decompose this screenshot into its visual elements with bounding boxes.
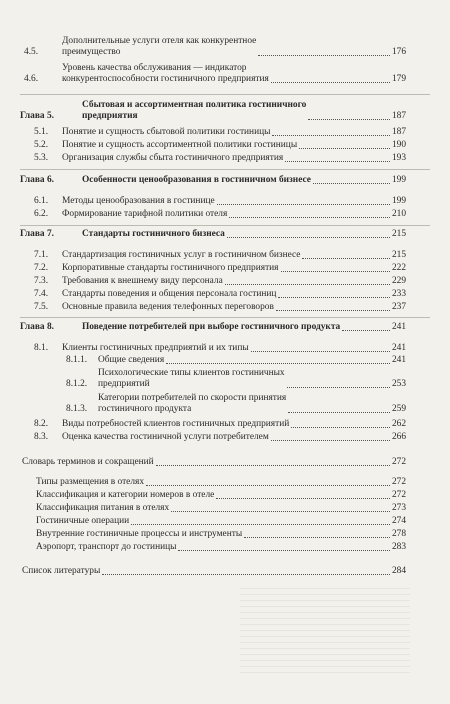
leader-dots xyxy=(272,135,390,136)
leader-dots xyxy=(244,537,390,538)
divider xyxy=(20,225,430,226)
leader-dots xyxy=(156,465,390,466)
entry-number: 8.3. xyxy=(34,432,49,442)
leader-dots xyxy=(171,511,390,512)
leader-dots xyxy=(342,330,390,331)
section-title: Список литературы xyxy=(22,566,101,576)
leader-dots xyxy=(299,148,390,149)
divider xyxy=(20,317,430,318)
subsection-page: 283 xyxy=(391,542,406,552)
entry-number: 5.2. xyxy=(34,140,49,150)
leader-dots xyxy=(276,310,390,311)
chapter-number: Глава 7. xyxy=(20,229,54,239)
toc-chapter-5 xyxy=(20,100,406,122)
toc-entry-5-2 xyxy=(34,140,406,151)
section-title: Словарь терминов и сокращений xyxy=(22,457,154,467)
leader-dots xyxy=(217,204,390,205)
entry-number: 7.2. xyxy=(34,263,49,273)
toc-entry-8-1-1 xyxy=(66,355,406,366)
entry-page: 215 xyxy=(391,250,406,260)
subsection-title: Аэропорт, транспорт до гостиницы xyxy=(36,542,177,552)
toc-chapter-8 xyxy=(20,322,406,333)
chapter-number: Глава 6. xyxy=(20,175,54,185)
chapter-title: Особенности ценообразования в гостиничном бизнесе xyxy=(82,175,311,185)
entry-page: 187 xyxy=(391,127,406,137)
leader-dots xyxy=(102,574,390,575)
section-page: 284 xyxy=(391,566,406,576)
entry-number: 7.1. xyxy=(34,250,49,260)
entry-number: 6.2. xyxy=(34,209,49,219)
entry-number: 8.1.2. xyxy=(66,379,88,389)
bleed-through-texture xyxy=(240,588,410,678)
entry-number: 4.5. xyxy=(24,47,39,57)
entry-title: Формирование тарифной политики отеля xyxy=(62,209,228,219)
entry-page: 237 xyxy=(391,302,406,312)
divider xyxy=(20,94,430,95)
subsection-title: Классификация питания в отелях xyxy=(36,503,170,513)
chapter-page: 241 xyxy=(391,322,406,332)
leader-dots xyxy=(216,498,390,499)
entry-title: Виды потребностей клиентов гостиничных предприятий xyxy=(62,419,290,429)
entry-page: 233 xyxy=(391,289,406,299)
entry-page: 241 xyxy=(391,355,406,365)
leader-dots xyxy=(271,82,390,83)
subsection-page: 274 xyxy=(391,516,406,526)
entry-title: Стандарты поведения и общения персонала гостиниц xyxy=(62,289,277,299)
entry-title: Оценка качества гостиничной услуги потребителем xyxy=(62,432,269,442)
entry-page: 253 xyxy=(391,379,406,389)
chapter-number: Глава 5. xyxy=(20,111,54,121)
subsection-title: Гостиничные операции xyxy=(36,516,130,526)
leader-dots xyxy=(178,550,390,551)
chapter-page: 215 xyxy=(391,229,406,239)
entry-title: Категории потребителей по скорости принятия гостиничного продукта xyxy=(98,393,287,414)
leader-dots xyxy=(229,217,390,218)
toc-entry-8-1-3 xyxy=(66,393,406,415)
leader-dots xyxy=(288,412,390,413)
chapter-title: Стандарты гостиничного бизнеса xyxy=(82,229,225,239)
entry-number: 8.1.3. xyxy=(66,404,88,414)
leader-dots xyxy=(225,284,390,285)
chapter-number: Глава 8. xyxy=(20,322,54,332)
toc-entry-7-1 xyxy=(34,250,406,261)
entry-page: 262 xyxy=(391,419,406,429)
entry-number: 5.3. xyxy=(34,153,49,163)
entry-page: 266 xyxy=(391,432,406,442)
subsection-title: Классификация и категории номеров в отеле xyxy=(36,490,215,500)
toc-entry-7-5 xyxy=(34,302,406,313)
leader-dots xyxy=(313,183,390,184)
entry-title: Уровень качества обслуживания — индикатор конкурентоспособности гостиничного предприятия xyxy=(62,63,269,84)
leader-dots xyxy=(146,485,390,486)
toc-entry-8-1 xyxy=(34,343,406,354)
section-page: 272 xyxy=(391,457,406,467)
entry-number: 7.3. xyxy=(34,276,49,286)
entry-title: Понятие и сущность сбытовой политики гостиницы xyxy=(62,127,271,137)
toc-entry-4-5 xyxy=(24,36,406,58)
entry-page: 259 xyxy=(391,404,406,414)
entry-number: 8.1.1. xyxy=(66,355,88,365)
toc-entry-4-6 xyxy=(24,63,406,85)
entry-title: Организация службы сбыта гостиничного предприятия xyxy=(62,153,284,163)
toc-entry-8-3 xyxy=(34,432,406,443)
toc-entry-5-1 xyxy=(34,127,406,138)
leader-dots xyxy=(251,351,390,352)
entry-title: Требования к внешнему виду персонала xyxy=(62,276,223,286)
entry-page: 190 xyxy=(391,140,406,150)
leader-dots xyxy=(271,440,390,441)
entry-number: 5.1. xyxy=(34,127,49,137)
divider xyxy=(20,169,430,170)
chapter-title: Сбытовая и ассортиментная политика гостиничного предприятия xyxy=(82,100,307,121)
entry-page: 222 xyxy=(391,263,406,273)
entry-number: 7.5. xyxy=(34,302,49,312)
toc-glossary-item xyxy=(36,477,406,488)
entry-title: Понятие и сущность ассортиментной политики гостиницы xyxy=(62,140,298,150)
chapter-page: 199 xyxy=(391,175,406,185)
leader-dots xyxy=(131,524,390,525)
subsection-page: 272 xyxy=(391,490,406,500)
toc-chapter-6 xyxy=(20,175,406,186)
leader-dots xyxy=(302,258,389,259)
entry-number: 6.1. xyxy=(34,196,49,206)
chapter-title: Поведение потребителей при выборе гостиничного продукта xyxy=(82,322,341,332)
toc-entry-7-4 xyxy=(34,289,406,300)
toc-entry-7-3 xyxy=(34,276,406,287)
entry-page: 241 xyxy=(391,343,406,353)
leader-dots xyxy=(285,161,390,162)
subsection-page: 273 xyxy=(391,503,406,513)
toc-entry-5-3 xyxy=(34,153,406,164)
subsection-page: 272 xyxy=(391,477,406,487)
leader-dots xyxy=(258,55,390,56)
toc-entry-7-2 xyxy=(34,263,406,274)
entry-title: Методы ценообразования в гостинице xyxy=(62,196,215,206)
toc-chapter-7 xyxy=(20,229,406,240)
leader-dots xyxy=(287,387,390,388)
toc-glossary-item xyxy=(36,529,406,540)
entry-title: Общие сведения xyxy=(98,355,165,365)
subsection-title: Типы размещения в отелях xyxy=(36,477,145,487)
leader-dots xyxy=(281,271,390,272)
entry-title: Основные правила ведения телефонных переговоров xyxy=(62,302,274,312)
subsection-title: Внутренние гостиничные процессы и инструменты xyxy=(36,529,243,539)
entry-title: Клиенты гостиничных предприятий и их типы xyxy=(62,343,249,353)
entry-title: Корпоративные стандарты гостиничного предприятия xyxy=(62,263,279,273)
entry-page: 193 xyxy=(391,153,406,163)
toc-glossary-item xyxy=(36,490,406,501)
entry-number: 8.2. xyxy=(34,419,49,429)
entry-page: 199 xyxy=(391,196,406,206)
entry-page: 229 xyxy=(391,276,406,286)
toc-entry-6-1 xyxy=(34,196,406,207)
entry-number: 8.1. xyxy=(34,343,49,353)
toc-glossary xyxy=(22,457,406,468)
entry-title: Дополнительные услуги отеля как конкурентное преимущество xyxy=(62,36,257,57)
subsection-page: 278 xyxy=(391,529,406,539)
chapter-page: 187 xyxy=(391,111,406,121)
toc-glossary-item xyxy=(36,516,406,527)
entry-page: 210 xyxy=(391,209,406,219)
leader-dots xyxy=(166,363,390,364)
toc-bibliography xyxy=(22,566,406,577)
toc-entry-6-2 xyxy=(34,209,406,220)
leader-dots xyxy=(227,237,390,238)
entry-page: 176 xyxy=(391,47,406,57)
toc-glossary-item xyxy=(36,503,406,514)
leader-dots xyxy=(291,427,390,428)
entry-number: 7.4. xyxy=(34,289,49,299)
toc-glossary-item xyxy=(36,542,406,553)
leader-dots xyxy=(278,297,390,298)
leader-dots xyxy=(308,119,390,120)
toc-entry-8-2 xyxy=(34,419,406,430)
entry-title: Психологические типы клиентов гостиничных предприятий xyxy=(98,368,285,389)
entry-number: 4.6. xyxy=(24,74,39,84)
entry-title: Стандартизация гостиничных услуг в гостиничном бизнесе xyxy=(62,250,301,260)
toc-entry-8-1-2 xyxy=(66,368,406,390)
entry-page: 179 xyxy=(391,74,406,84)
